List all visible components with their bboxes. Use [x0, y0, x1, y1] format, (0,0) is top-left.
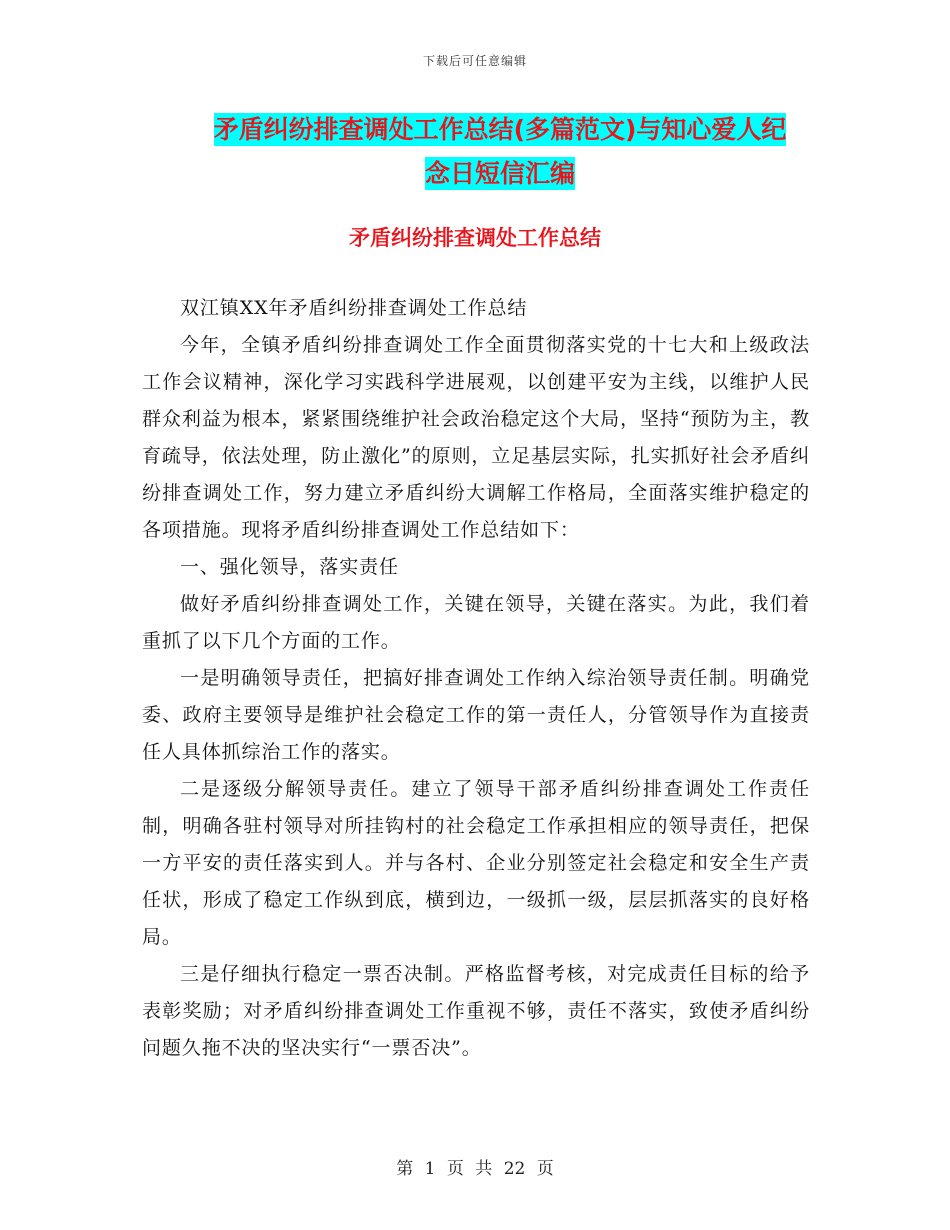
paragraph: 一是明确领导责任，把搞好排查调处工作纳入综治领导责任制。明确党委、政府主要领导是维护社会稳定工作的第一责任人，分管领导作为直接责任人具体抓综治工作的落实。	[142, 667, 810, 763]
page-footer: 第 1 页 共 22 页	[396, 1159, 554, 1179]
document-title	[190, 108, 810, 196]
paragraph: 二是逐级分解领导责任。建立了领导干部矛盾纠纷排查调处工作责任制，明确各驻村领导对所挂钩村的社会稳定工作承担相应的领导责任，把保一方平安的责任落实到人。并与各村、企业分别签定社会稳定和安全生产责任状，形成了稳定工作纵到底，横到边，一级抓一级，层层抓落实的良好格局。	[142, 778, 810, 948]
body-text	[142, 290, 810, 1067]
page-header-note: 下载后可任意编辑	[422, 54, 527, 68]
paragraph-intro: 今年，全镇矛盾纠纷排查调处工作全面贯彻落实党的十七大和上级政法工作会议精神，深化学习实践科学进展观，以创建平安为主线，以维护人民群众利益为根本，紧紧围绕维护社会政治稳定这个大局，坚持“预防为主，教育疏导，依法处理，防止激化”的原则，立足基层实际，扎实抓好社会矛盾纠纷排查调处工作，努力建立矛盾纠纷大调解工作格局，全面落实维护稳定的各项措施。现将矛盾纠纷排查调处工作总结如下：	[142, 334, 810, 541]
paragraph: 做好矛盾纠纷排查调处工作，关键在领导，关键在落实。为此，我们着重抓了以下几个方面的工作。	[142, 593, 810, 652]
document-title-line-1: 矛盾纠纷排查调处工作总结(多篇范文)与知心爱人纪	[213, 115, 787, 144]
paragraph-subtitle: 双江镇XX年矛盾纠纷排查调处工作总结	[180, 297, 528, 319]
document-title-line-2: 念日短信汇编	[424, 159, 575, 188]
paragraph-heading-1: 一、强化领导，落实责任	[180, 556, 399, 578]
section-heading: 矛盾纠纷排查调处工作总结	[349, 226, 601, 250]
paragraph: 三是仔细执行稳定一票否决制。严格监督考核，对完成责任目标的给予表彰奖励；对矛盾纠纷排查调处工作重视不够，责任不落实，致使矛盾纠纷问题久拖不决的坚决实行“一票否决”。	[142, 963, 810, 1059]
